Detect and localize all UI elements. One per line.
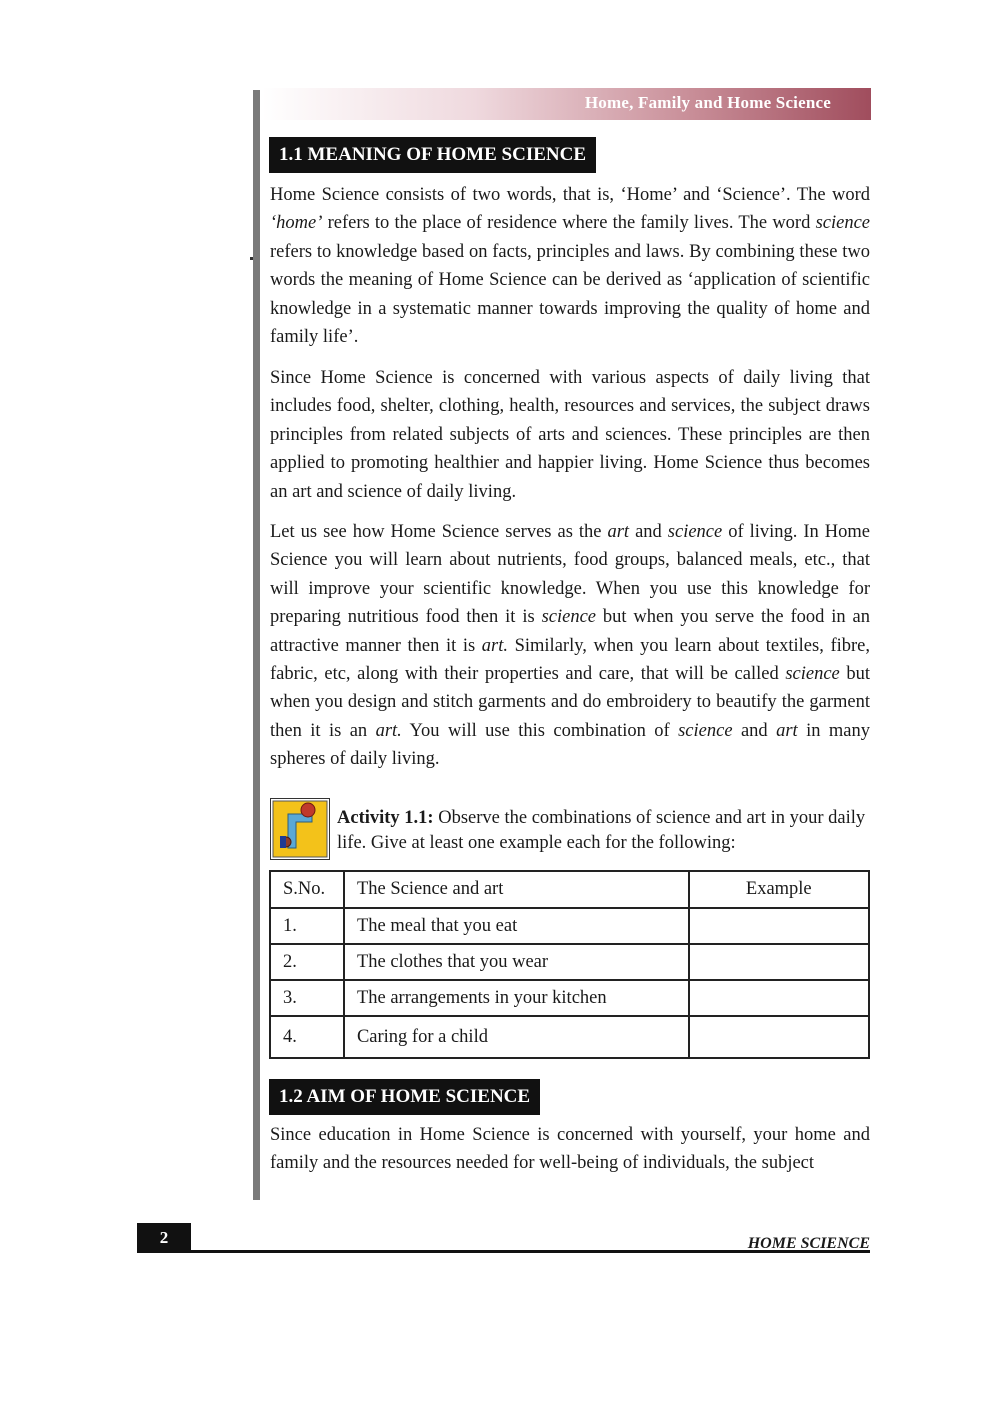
cell-item: The meal that you eat <box>344 908 689 944</box>
cell-item: Caring for a child <box>344 1016 689 1058</box>
text-run: refers to knowledge based on facts, principles and laws. By combining these two words the meaning of Home Science can be derived as ‘application of scientific knowledge in a systematic manner towards improving the quality of home and family life’. <box>270 241 870 348</box>
cell-sno: 3. <box>270 980 344 1016</box>
emphasis-text: science <box>785 664 840 685</box>
cell-example <box>689 944 869 980</box>
text-run: Home Science consists of two words, that is, ‘Home’ and ‘Science’. The word <box>270 185 870 205</box>
text-run: Similarly, when you learn about textiles, fibre, fabric, etc, along with their properties and care, that will be called <box>270 635 870 685</box>
emphasis-text: art <box>776 720 798 741</box>
table-row <box>270 1016 869 1058</box>
column-header-example: Example <box>689 871 869 908</box>
table-row <box>270 944 869 980</box>
paragraph-art-science <box>270 518 870 774</box>
emphasis-text: science <box>541 607 596 628</box>
cell-sno: 2. <box>270 944 344 980</box>
margin-bar <box>253 90 260 1200</box>
text-run: refers to the place of residence where the family lives. The word <box>322 213 816 234</box>
column-header-sno: S.No. <box>270 871 344 908</box>
margin-mark <box>250 257 253 260</box>
cell-item: The arrangements in your kitchen <box>344 980 689 1016</box>
activity-label: Activity 1.1: <box>337 808 434 828</box>
text-run: Let us see how Home Science serves as the <box>270 522 608 542</box>
table-header-row <box>270 871 869 908</box>
emphasis-text: science <box>815 213 870 234</box>
activity-instruction <box>337 806 870 856</box>
text-run: Since education in Home Science is concerned with yourself, your home and family and the resources needed for well-being of individuals, the subject <box>270 1125 870 1174</box>
text-run: You will use this combination of <box>401 720 679 741</box>
cell-example <box>689 1016 869 1058</box>
running-header <box>262 88 871 120</box>
text-run: in many spheres of daily living. <box>270 720 870 770</box>
section-heading-1-2: 1.2 AIM OF HOME SCIENCE <box>269 1079 540 1115</box>
emphasis-text: art. <box>481 635 508 656</box>
column-header-science-art: The Science and art <box>344 871 689 908</box>
table-row <box>270 980 869 1016</box>
text-run: of living. In Home Science you will learn about nutrients, food groups, balanced meals, etc., that will improve your scientific knowledge. When you use this knowledge for preparing nutritious food then it is <box>270 522 871 628</box>
footer-book-title: HOME SCIENCE <box>747 1235 870 1252</box>
emphasis-text: science <box>667 522 723 542</box>
text-run: and <box>629 522 668 542</box>
activity-icon <box>270 798 330 860</box>
paragraph-meaning <box>270 181 870 351</box>
emphasis-text: science <box>678 720 733 741</box>
text-run: and <box>732 720 777 741</box>
emphasis-text: art. <box>375 720 402 741</box>
cell-example <box>689 980 869 1016</box>
cell-item: The clothes that you wear <box>344 944 689 980</box>
text-run: but when you design and stitch garments and do embroidery to beautify the garment then it is an <box>270 664 871 741</box>
paragraph-aspects <box>270 364 870 506</box>
table-row <box>270 908 869 944</box>
text-run: but when you serve the food in an attractive manner then it is <box>270 607 871 656</box>
page-number: 2 <box>137 1223 191 1253</box>
activity-text: Observe the combinations of science and art in your daily life. Give at least one example each for the following: <box>337 808 866 853</box>
text-run: Since Home Science is concerned with various aspects of daily living that includes food, shelter, clothing, health, resources and services, the subject draws principles from related subjects of arts and sciences. These principles are then applied to promoting healthier and happier living. Home Science thus becomes an art and science of daily living. <box>270 368 870 502</box>
section-heading-1-1: 1.1 MEANING OF HOME SCIENCE <box>269 137 596 173</box>
paragraph-aim <box>270 1121 870 1178</box>
running-header-title: Home, Family and Home Science <box>584 93 831 112</box>
cell-sno: 1. <box>270 908 344 944</box>
activity-table <box>269 870 870 1059</box>
emphasis-text: art <box>607 522 630 542</box>
cell-sno: 4. <box>270 1016 344 1058</box>
cell-example <box>689 908 869 944</box>
emphasis-text: ‘home’ <box>270 213 323 234</box>
